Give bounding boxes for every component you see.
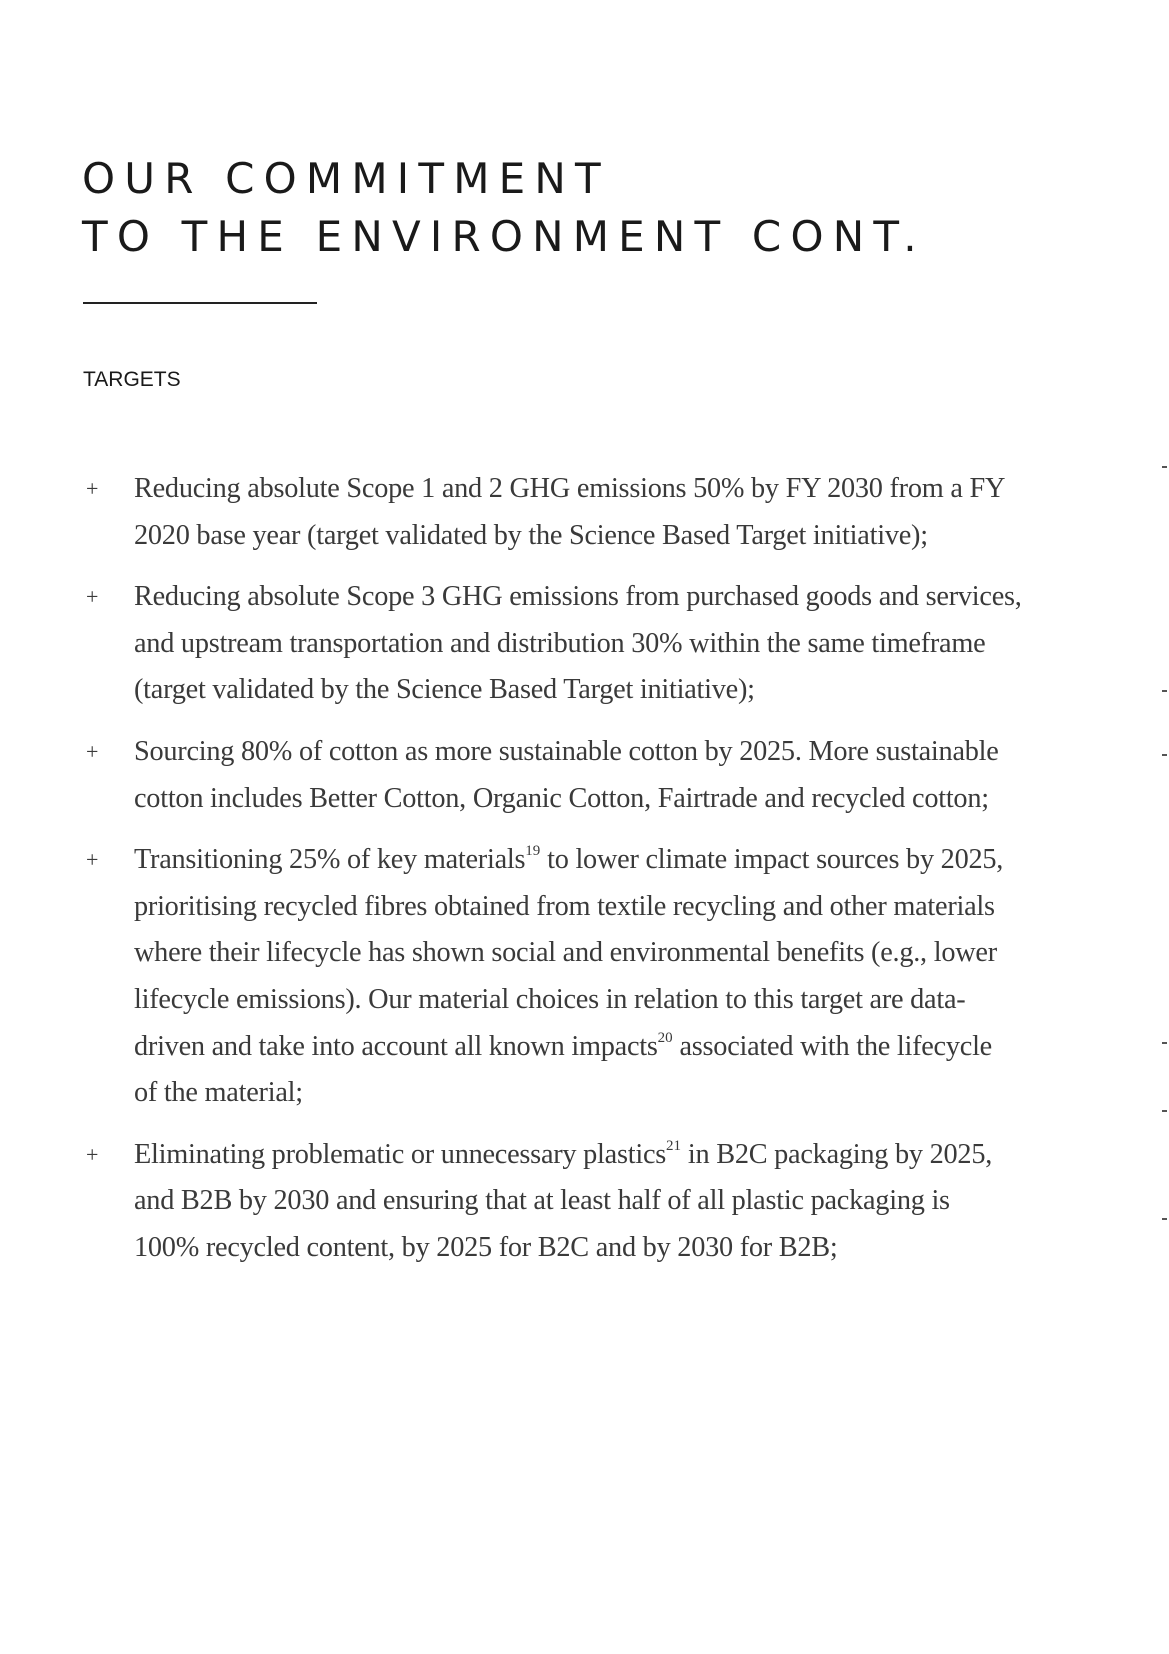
target-line — [134, 776, 1084, 823]
edge-mark — [1162, 1110, 1167, 1112]
target-line — [134, 574, 1084, 621]
target-text-run: Sourcing 80% of cotton as more sustainable cotton by 2025. More sustainable — [134, 735, 999, 767]
page-title-line-1: OUR COMMITMENT — [82, 154, 610, 203]
plus-bullet-icon: + — [86, 738, 99, 764]
target-item-2 — [0, 574, 1084, 714]
target-line — [134, 1178, 1084, 1225]
target-text-run: associated with the lifecycle — [672, 1030, 992, 1062]
target-text — [134, 1132, 1084, 1272]
target-line — [134, 667, 1084, 714]
target-item-1 — [0, 466, 1084, 559]
targets-list — [0, 466, 1169, 1287]
target-item-5 — [0, 1132, 1084, 1272]
target-text-run: 2020 base year (target validated by the Science Based Target initiative); — [134, 519, 928, 551]
edge-mark — [1162, 754, 1167, 756]
target-item-4 — [0, 837, 1084, 1117]
target-text — [134, 837, 1084, 1117]
target-text-run: where their lifecycle has shown social and environmental benefits (e.g., lower — [134, 937, 997, 969]
target-text — [134, 574, 1084, 714]
plus-bullet-icon: + — [86, 476, 99, 501]
footnote-ref: 20 — [657, 1029, 673, 1046]
target-line — [134, 466, 1084, 513]
target-text-run: prioritising recycled fibres obtained from textile recycling and other materials — [134, 890, 995, 922]
target-line — [134, 930, 1084, 977]
target-text-run: Reducing absolute Scope 3 GHG emissions from purchased goods and services, — [134, 581, 1022, 613]
target-text-run: and upstream transportation and distribution 30% within the same timeframe — [134, 627, 986, 659]
target-text-run: driven and take into account all known impacts — [134, 1030, 658, 1062]
target-line — [134, 729, 1084, 776]
plus-bullet-icon: + — [86, 1141, 99, 1167]
target-line — [134, 621, 1084, 668]
plus-bullet-icon: + — [86, 847, 99, 873]
target-text-run: Transitioning 25% of key materials — [134, 844, 526, 876]
target-line — [134, 977, 1084, 1024]
title-divider — [83, 302, 317, 304]
edge-mark — [1162, 690, 1167, 692]
footnote-ref: 21 — [666, 1137, 682, 1154]
target-line — [134, 884, 1084, 931]
page-edge-marks — [1160, 0, 1169, 1654]
target-text-run: of the material; — [134, 1077, 303, 1109]
section-heading: TARGETS — [83, 368, 181, 391]
footnote-ref: 19 — [525, 843, 541, 860]
target-text-run: to lower climate impact sources by 2025, — [540, 844, 1004, 876]
edge-mark — [1162, 1218, 1167, 1220]
page-title — [82, 150, 926, 266]
target-text-run: and B2B by 2030 and ensuring that at least half of all plastic packaging is — [134, 1185, 950, 1217]
target-text-run: Eliminating problematic or unnecessary plastics — [134, 1138, 667, 1170]
target-text — [134, 729, 1084, 822]
target-text-run: in B2C packaging by 2025, — [681, 1138, 993, 1170]
target-text-run: Reducing absolute Scope 1 and 2 GHG emissions 50% by FY 2030 from a FY — [134, 473, 1006, 504]
target-line — [134, 837, 1084, 884]
plus-bullet-icon: + — [86, 584, 99, 610]
page-title-line-2: TO THE ENVIRONMENT CONT. — [82, 212, 926, 261]
target-text — [134, 466, 1084, 559]
target-line — [134, 1132, 1084, 1179]
target-line — [134, 1024, 1084, 1071]
edge-mark — [1162, 466, 1167, 468]
target-text-run: (target validated by the Science Based Target initiative); — [134, 674, 755, 706]
target-text-run: 100% recycled content, by 2025 for B2C and by 2030 for B2B; — [134, 1231, 838, 1263]
target-line — [134, 1070, 1084, 1117]
target-item-3 — [0, 729, 1084, 822]
target-line — [134, 513, 1084, 560]
target-line — [134, 1225, 1084, 1272]
edge-mark — [1162, 1042, 1167, 1044]
target-text-run: lifecycle emissions). Our material choices in relation to this target are data- — [134, 983, 966, 1015]
target-text-run: cotton includes Better Cotton, Organic Cotton, Fairtrade and recycled cotton; — [134, 782, 989, 814]
